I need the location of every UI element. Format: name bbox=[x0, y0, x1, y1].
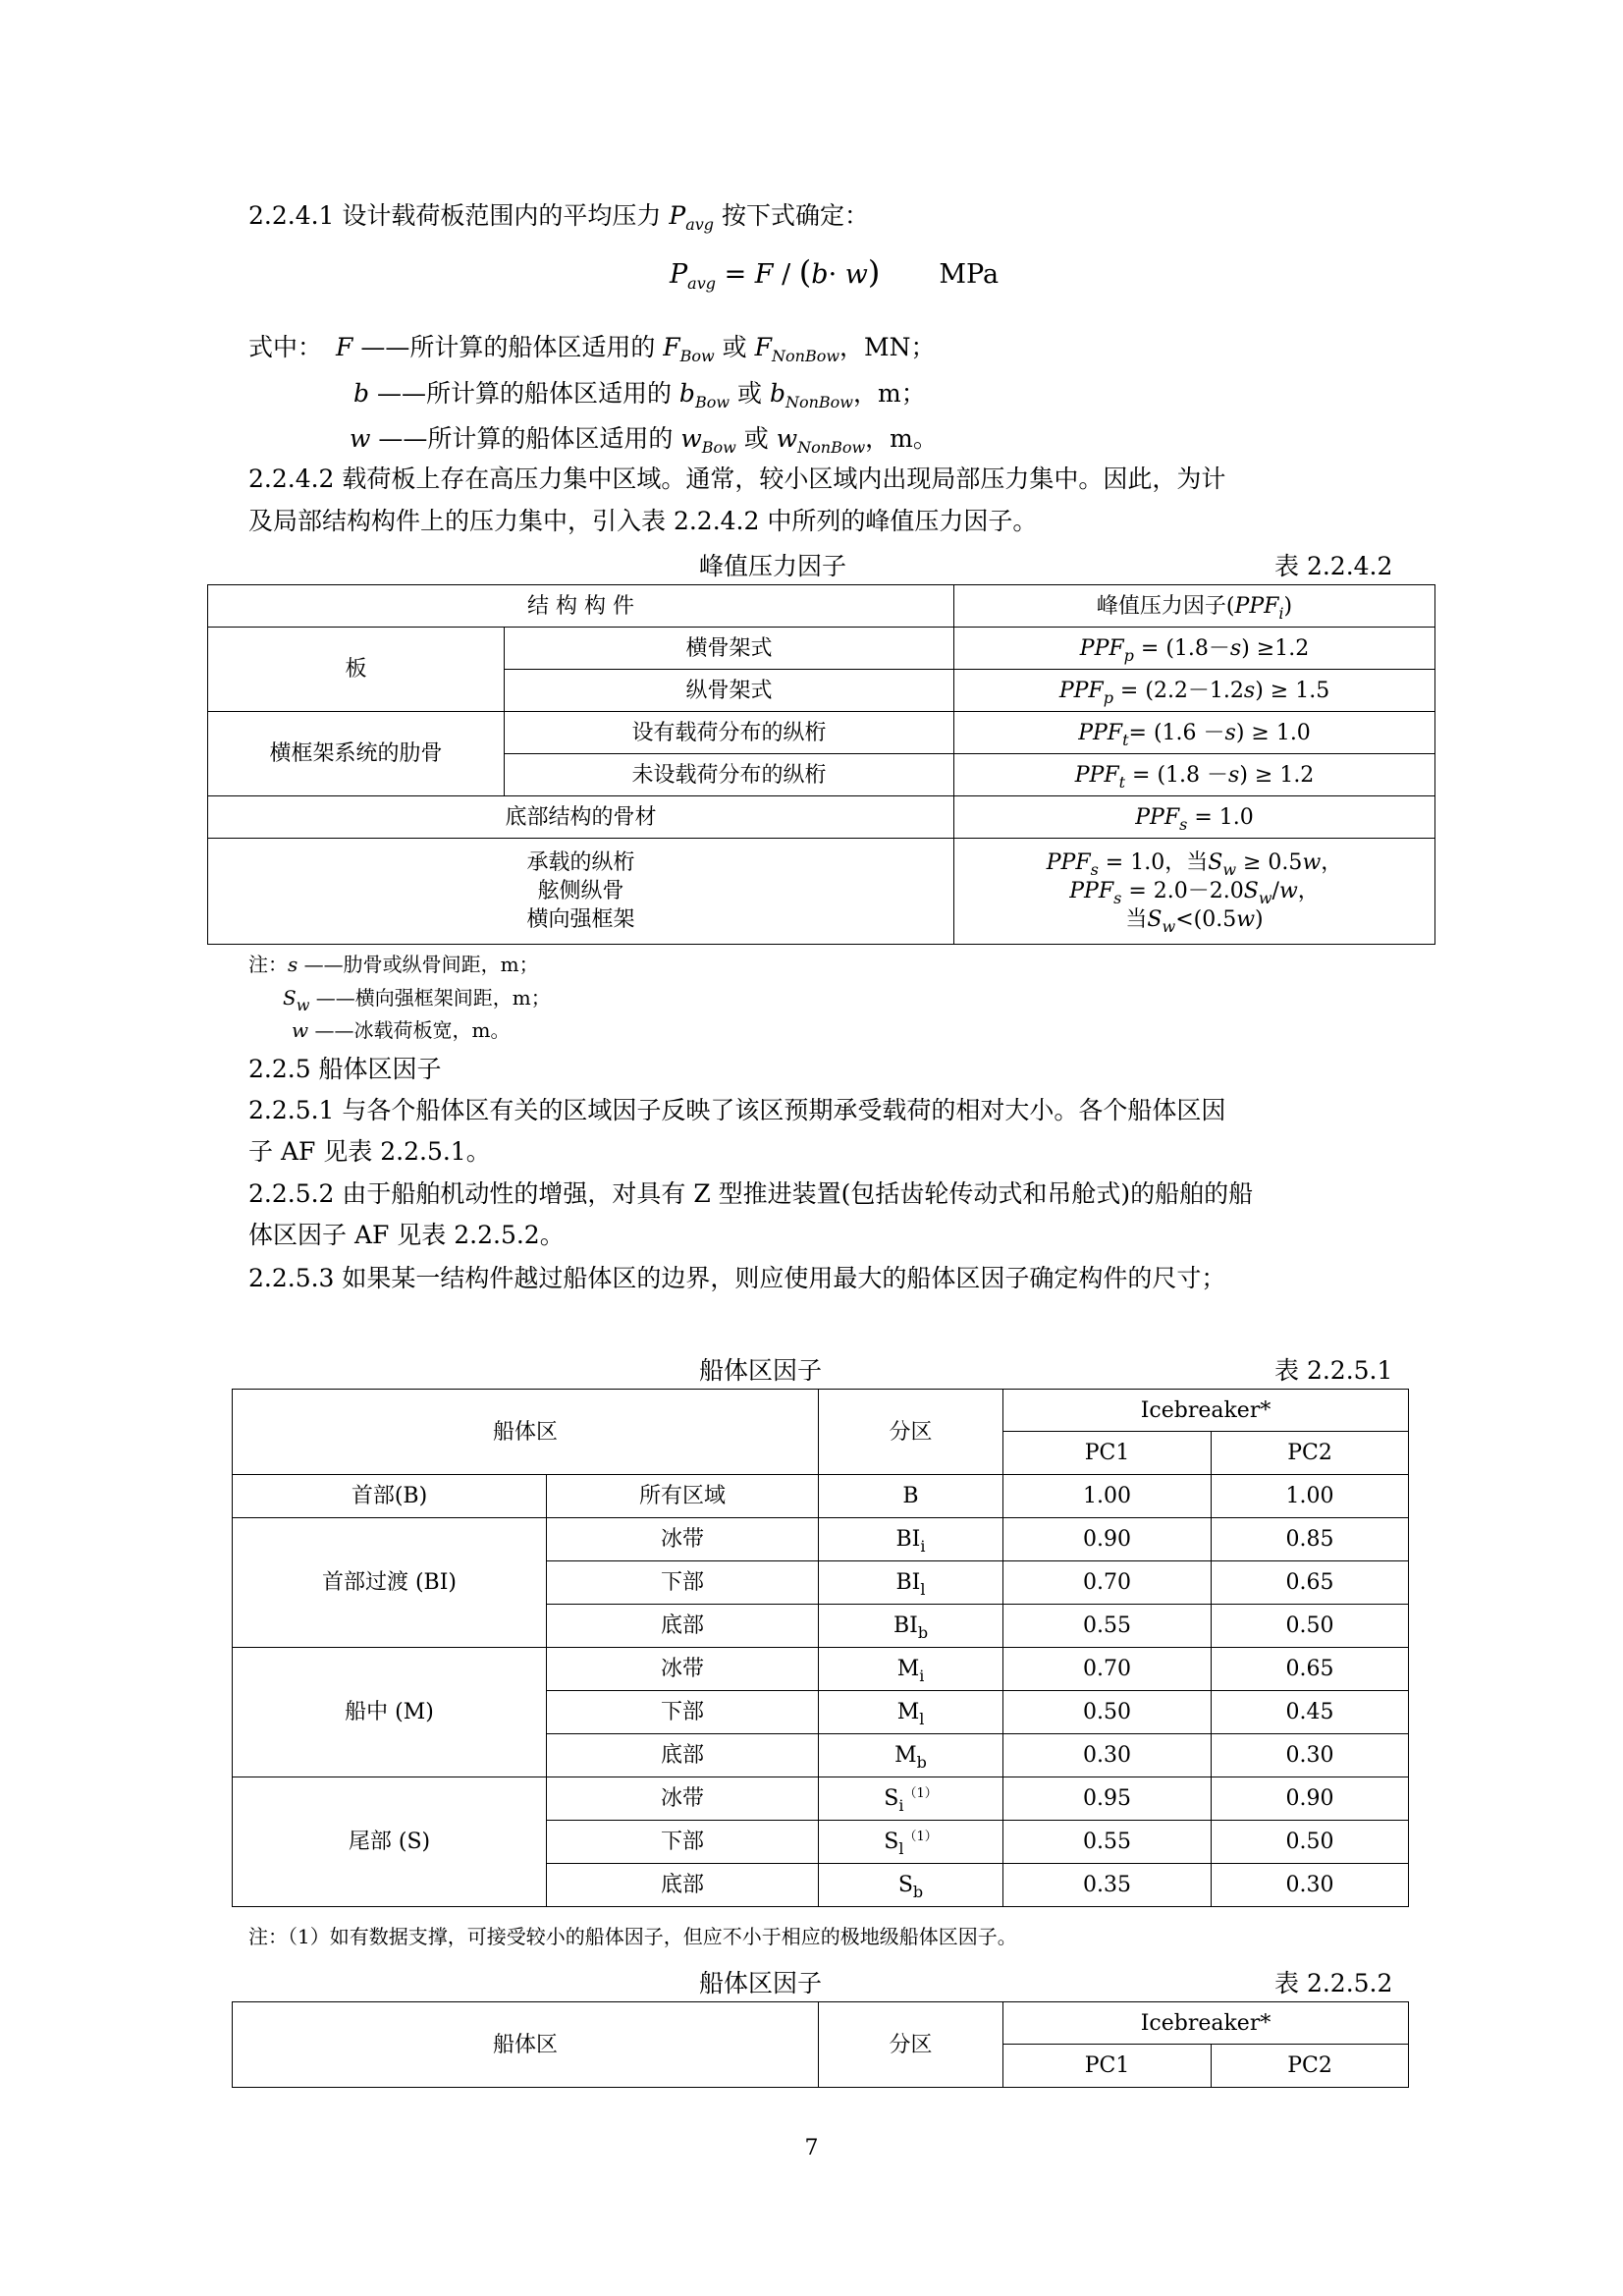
pc2-value: 0.30 bbox=[1212, 1734, 1409, 1777]
pc1-value: 0.30 bbox=[1003, 1734, 1212, 1777]
code: $BI_i$ bbox=[819, 1518, 1003, 1561]
header-sub-region: 分区 bbox=[819, 1390, 1003, 1475]
bow-pc1: 1.00 bbox=[1003, 1475, 1212, 1518]
member-web-group bbox=[208, 839, 954, 945]
ppf-frames-without-stringer: $PPF_t = (1.8 -s) \ge 1.2$ bbox=[954, 754, 1435, 796]
code: $BI_l$ bbox=[819, 1561, 1003, 1605]
table-row bbox=[233, 1475, 1409, 1518]
pc2-value: 0.50 bbox=[1212, 1821, 1409, 1864]
pc2-value: 0.45 bbox=[1212, 1691, 1409, 1734]
pc1-value: 0.70 bbox=[1003, 1648, 1212, 1691]
pc1-value: 0.55 bbox=[1003, 1821, 1212, 1864]
frames-without-stringer: 未设载荷分布的纵桁 bbox=[505, 754, 954, 796]
pc1-value: 0.90 bbox=[1003, 1518, 1212, 1561]
code: $BI_b$ bbox=[819, 1605, 1003, 1648]
bow-name: 首部(B) bbox=[233, 1475, 547, 1518]
where-f: 式中： F ——所计算的船体区适用的 $F_{Bow}$ 或 $F_{NonBow}$，MN； bbox=[248, 333, 936, 365]
table-row bbox=[233, 1648, 1409, 1691]
pc1-value: 0.50 bbox=[1003, 1691, 1212, 1734]
clause-2-2-5-1-line1: 2.2.5.1 与各个船体区有关的区域因子反映了该区预期承受载荷的相对大小。各个船体区因 bbox=[248, 1096, 1226, 1124]
pc2-value: 0.90 bbox=[1212, 1777, 1409, 1821]
where-b: b ——所计算的船体区适用的 $b_{Bow}$ 或 $b_{NonBow}$，m； bbox=[353, 379, 926, 411]
region: 冰带 bbox=[547, 1777, 819, 1821]
clause-2-2-5-2-line2: 体区因子 AF 见表 2.2.5.2。 bbox=[248, 1221, 565, 1249]
where-w: w ——所计算的船体区适用的 $w_{Bow}$ 或 $w_{NonBow}$，m。 bbox=[350, 424, 938, 457]
hull-area-factor-table-2 bbox=[232, 2001, 1409, 2088]
table-2-2-5-2-caption: 船体区因子 bbox=[699, 1969, 823, 1997]
region: 底部 bbox=[547, 1605, 819, 1648]
table-row bbox=[233, 1518, 1409, 1561]
table-2-2-5-2-number: 表 2.2.5.2 bbox=[1274, 1969, 1393, 1997]
header-pc2: PC2 bbox=[1212, 1432, 1409, 1475]
header-structural-member: 结 构 构 件 bbox=[208, 585, 954, 628]
page-number: 7 bbox=[804, 2136, 819, 2160]
group-name: 尾部 (S) bbox=[233, 1777, 547, 1907]
pc1-value: 0.95 bbox=[1003, 1777, 1212, 1821]
header-icebreaker: Icebreaker* bbox=[1003, 1390, 1409, 1432]
group-name: 船中 (M) bbox=[233, 1648, 547, 1777]
bow-code: B bbox=[819, 1475, 1003, 1518]
member-bottom: 底部结构的骨材 bbox=[208, 796, 954, 839]
table-2-2-4-2-number: 表 2.2.4.2 bbox=[1274, 552, 1393, 580]
code: $S_i^{(1)}$ bbox=[819, 1777, 1003, 1821]
note-w: w ——冰载荷板宽，m。 bbox=[292, 1018, 511, 1042]
region: 下部 bbox=[547, 1691, 819, 1734]
pc1-value: 0.70 bbox=[1003, 1561, 1212, 1605]
bow-region: 所有区域 bbox=[547, 1475, 819, 1518]
bow-pc2: 1.00 bbox=[1212, 1475, 1409, 1518]
clause-2-2-4-2-line2: 及局部结构构件上的压力集中，引入表 2.2.4.2 中所列的峰值压力因子。 bbox=[248, 507, 1038, 535]
member-frames: 横框架系统的肋骨 bbox=[208, 712, 505, 796]
web-frame: 横向强框架 bbox=[526, 907, 635, 932]
pc2-value: 0.65 bbox=[1212, 1648, 1409, 1691]
frames-with-stringer: 设有载荷分布的纵桁 bbox=[505, 712, 954, 754]
plate-transverse: 横骨架式 bbox=[505, 628, 954, 670]
code: $M_b$ bbox=[819, 1734, 1003, 1777]
ppf-web-group bbox=[954, 839, 1435, 945]
pc2-value: 0.85 bbox=[1212, 1518, 1409, 1561]
pc1-value: 0.55 bbox=[1003, 1605, 1212, 1648]
code: $M_l$ bbox=[819, 1691, 1003, 1734]
table-2-2-5-1-note: 注：（1）如有数据支撑，可接受较小的船体因子，但应不小于相应的极地级船体区因子。 bbox=[248, 1925, 1017, 1948]
hull-area-factor-table bbox=[232, 1389, 1409, 1907]
note-sw: $S_w$ ——横向强框架间距，m； bbox=[283, 986, 551, 1014]
region: 冰带 bbox=[547, 1518, 819, 1561]
pc2-value: 0.65 bbox=[1212, 1561, 1409, 1605]
pc2-value: 0.50 bbox=[1212, 1605, 1409, 1648]
region: 底部 bbox=[547, 1734, 819, 1777]
table-row bbox=[208, 796, 1435, 839]
clause-2-2-4-2-line1: 2.2.4.2 载荷板上存在高压力集中区域。通常，较小区域内出现局部压力集中。因此，为计 bbox=[248, 465, 1226, 493]
header-hull-area: 船体区 bbox=[233, 2002, 819, 2088]
pc1-value: 0.35 bbox=[1003, 1864, 1212, 1907]
code: $S_l^{(1)}$ bbox=[819, 1821, 1003, 1864]
ppf-plate-longitudinal: $PPF_p = (2.2-1.2s) \ge 1.5$ bbox=[954, 670, 1435, 712]
header-pc1: PC1 bbox=[1003, 2045, 1212, 2088]
header-sub-region: 分区 bbox=[819, 2002, 1003, 2088]
table-row bbox=[208, 839, 1435, 945]
average-pressure-formula: $P_{avg} = F / (b\cdot w)$ MPa bbox=[670, 253, 1000, 293]
header-icebreaker: Icebreaker* bbox=[1003, 2002, 1409, 2045]
table-2-2-5-1-number: 表 2.2.5.1 bbox=[1274, 1356, 1393, 1385]
ppf-plate-transverse: $PPF_p = (1.8-s) \ge 1.2$ bbox=[954, 628, 1435, 670]
region: 底部 bbox=[547, 1864, 819, 1907]
clause-2-2-5-1-line2: 子 AF 见表 2.2.5.1。 bbox=[248, 1137, 491, 1166]
side-longitudinal: 舷侧纵骨 bbox=[537, 879, 624, 903]
code: $M_i$ bbox=[819, 1648, 1003, 1691]
ppf-web-line2: $PPF_s = 2.0-2.0S_w/w$， bbox=[1069, 879, 1320, 907]
header-pc1: PC1 bbox=[1003, 1432, 1212, 1475]
ppf-web-line3: 当$S_w<(0.5w)$ bbox=[1125, 907, 1264, 936]
clause-2-2-5-3: 2.2.5.3 如果某一结构件越过船体区的边界，则应使用最大的船体区因子确定构件的尺寸； bbox=[248, 1264, 1226, 1292]
table-row bbox=[208, 585, 1435, 628]
region: 冰带 bbox=[547, 1648, 819, 1691]
clause-2-2-5-2-line1: 2.2.5.2 由于船舶机动性的增强，对具有 Z 型推进装置(包括齿轮传动式和吊舱式)的船舶的船 bbox=[248, 1179, 1254, 1208]
table-row bbox=[233, 2002, 1409, 2045]
table-2-2-5-1-caption: 船体区因子 bbox=[699, 1356, 823, 1385]
pc2-value: 0.30 bbox=[1212, 1864, 1409, 1907]
ppf-web-line1: $PPF_s = 1.0$，当$S_w \ge 0.5w$， bbox=[1046, 850, 1343, 879]
header-pc2: PC2 bbox=[1212, 2045, 1409, 2088]
region: 下部 bbox=[547, 1561, 819, 1605]
table-row bbox=[233, 1777, 1409, 1821]
header-hull-area: 船体区 bbox=[233, 1390, 819, 1475]
loaded-stringer: 承载的纵桁 bbox=[526, 850, 635, 875]
table-row bbox=[208, 628, 1435, 670]
plate-longitudinal: 纵骨架式 bbox=[505, 670, 954, 712]
table-row bbox=[208, 712, 1435, 754]
header-peak-pressure-factor: 峰值压力因子$(PPF_i)$ bbox=[954, 585, 1435, 628]
member-plate: 板 bbox=[208, 628, 505, 712]
note-s: 注：s ——肋骨或纵骨间距，m； bbox=[248, 953, 539, 976]
ppf-frames-with-stringer: $PPF_t= (1.6 -s) \ge 1.0$ bbox=[954, 712, 1435, 754]
group-name: 首部过渡 (BI) bbox=[233, 1518, 547, 1648]
table-2-2-4-2-caption: 峰值压力因子 bbox=[699, 552, 847, 580]
code: $S_b$ bbox=[819, 1864, 1003, 1907]
section-2-2-5: 2.2.5 船体区因子 bbox=[248, 1055, 442, 1083]
table-row bbox=[233, 1390, 1409, 1432]
clause-2-2-4-1: 2.2.4.1 设计载荷板范围内的平均压力 $P_{avg}$ 按下式确定： bbox=[248, 201, 869, 234]
ppf-bottom: $PPF_s = 1.0$ bbox=[954, 796, 1435, 839]
peak-pressure-factor-table bbox=[207, 584, 1435, 945]
region: 下部 bbox=[547, 1821, 819, 1864]
